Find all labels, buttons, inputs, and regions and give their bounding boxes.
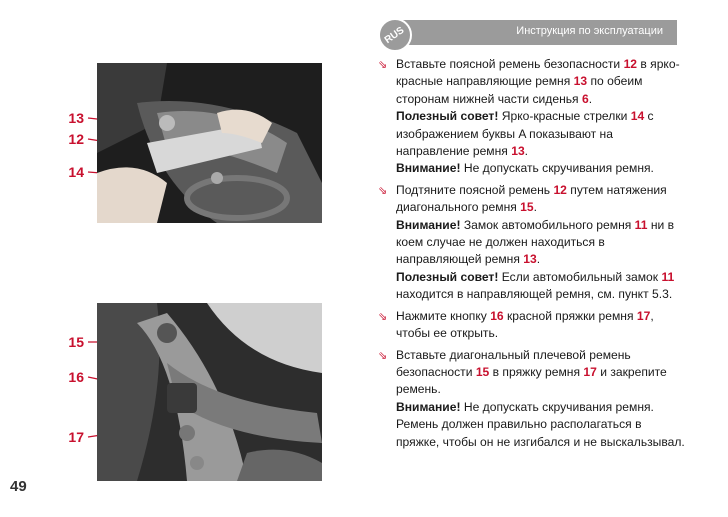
text: . <box>524 144 529 159</box>
tip-label: Полезный совет! <box>396 269 499 284</box>
callout-12: 12 <box>68 131 84 147</box>
text: в пряжку ремня <box>489 364 584 379</box>
header-bar <box>395 20 677 45</box>
ref-number: 13 <box>573 74 588 89</box>
page-number: 49 <box>10 478 27 495</box>
ref-number: 14 <box>630 109 645 124</box>
text: . <box>588 91 593 106</box>
text: путем натяжения диагонального ремня <box>396 182 667 215</box>
text: , чтобы ее открыть. <box>396 308 654 341</box>
text: по обеим сторонам нижней части сиденья <box>396 74 643 106</box>
text: Вставьте диагональный плечевой ремень безопасности <box>396 347 631 379</box>
text: в ярко-красные направляющие ремня <box>396 57 680 89</box>
step-4 <box>378 347 688 451</box>
ref-number: 11 <box>661 269 675 284</box>
ref-number: 17 <box>636 308 651 323</box>
callout-16: 16 <box>68 369 84 385</box>
ref-number: 13 <box>511 144 525 159</box>
ref-number: 11 <box>634 217 648 232</box>
language-badge <box>378 18 412 52</box>
instructions <box>378 56 688 455</box>
step-3 <box>378 308 688 343</box>
text: Ярко-красные стрелки <box>498 109 631 124</box>
arrow-bullet-icon: ⇘ <box>378 349 388 362</box>
arrow-bullet-icon: ⇘ <box>378 59 388 71</box>
text: Если автомобильный замок <box>498 269 662 284</box>
callout-13: 13 <box>68 110 84 126</box>
photo-shoulder-belt-buckle <box>97 303 322 481</box>
photo-lap-belt-guides <box>97 63 322 223</box>
arrow-bullet-icon: ⇘ <box>378 184 388 197</box>
ref-number: 6 <box>581 91 589 106</box>
text: с изображением буквы A показывают на направление ремня <box>396 109 654 159</box>
step-2 <box>378 182 688 304</box>
ref-number: 15 <box>520 200 534 215</box>
text: красной пряжки ремня <box>503 308 637 323</box>
text: Нажмите кнопку <box>396 308 491 323</box>
tip-label: Полезный совет! <box>396 109 499 124</box>
step-1 <box>378 56 688 178</box>
ref-number: 16 <box>490 308 504 323</box>
text: Подтяните поясной ремень <box>396 182 554 197</box>
header-title: Инструкция по эксплуатации <box>516 25 663 37</box>
callout-15: 15 <box>68 334 84 350</box>
text: . <box>533 200 537 215</box>
text: Не допускать скручивания ремня. <box>460 161 654 176</box>
warning-label: Внимание! <box>396 399 461 414</box>
step-3-text <box>396 308 688 343</box>
ref-number: 12 <box>623 57 638 71</box>
step-2-text <box>396 182 688 304</box>
text: Замок автомобильного ремня <box>460 217 635 232</box>
callout-14: 14 <box>68 164 84 180</box>
text: . <box>536 252 541 267</box>
text: Не допускать скручивания ремня. Ремень должен правильно располагаться в пряжке, чтобы он не изгибался и не выскальзывал. <box>396 399 685 449</box>
step-4-text <box>396 347 688 451</box>
warning-label: Внимание! <box>396 161 461 176</box>
ref-number: 12 <box>553 182 567 197</box>
arrow-bullet-icon: ⇘ <box>378 310 388 323</box>
text: и закрепите ремень. <box>396 364 667 397</box>
step-1-text <box>396 56 688 178</box>
text: находится в направляющей ремня, см. пункт 5.3. <box>396 287 673 302</box>
language-code: RUS <box>383 24 407 46</box>
ref-number: 13 <box>523 252 537 267</box>
warning-label: Внимание! <box>396 217 461 232</box>
ref-number: 17 <box>583 364 597 379</box>
text: ни в коем случае не должен находиться в направляющей ремня <box>396 217 675 267</box>
text: Вставьте поясной ремень безопасности <box>396 57 624 71</box>
ref-number: 15 <box>475 364 490 379</box>
callout-17: 17 <box>68 429 84 445</box>
